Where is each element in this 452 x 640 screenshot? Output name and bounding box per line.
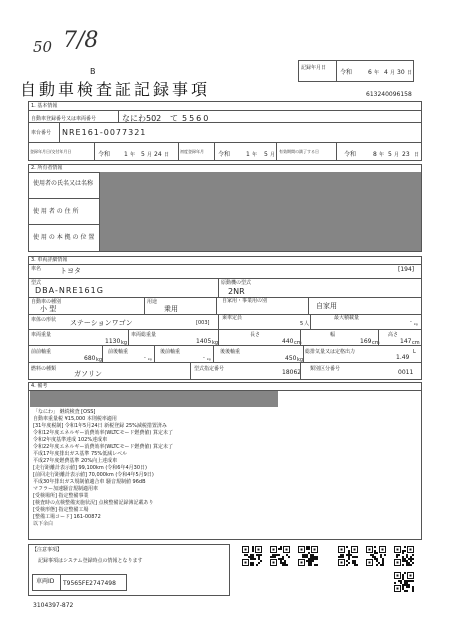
type-no: 18062 [282, 369, 302, 376]
remark-line: [前回走行距離計表示値] 70,000km (令和4年5月9日) [33, 472, 154, 478]
qr-code-5 [366, 546, 386, 566]
qr-code-2 [270, 546, 290, 566]
section1-heading: 1. 基本情報 [31, 103, 58, 109]
expiry-year: 8 [373, 151, 377, 158]
expiry-month: 5 [388, 151, 392, 158]
record-date-month: 4 [384, 69, 388, 76]
length-label: 長さ [250, 332, 261, 338]
front-axle-unit: kg [96, 357, 103, 363]
capacity: 5 [300, 321, 304, 327]
first-reg-label: 初度登録年月 [180, 149, 204, 154]
reg-date-label: 登録年月日/交付年月日 [30, 149, 72, 154]
class-no: 0011 [398, 369, 414, 376]
remark-line: マフラー加速騒音規制適用車 [33, 486, 99, 492]
rear-front-label: 後前軸重 [160, 349, 181, 355]
gvw-label: 車両総重量 [131, 332, 157, 338]
rear-axle: 450 [285, 355, 297, 362]
max-load: - [410, 319, 412, 325]
capacity-unit: 人 [304, 321, 310, 327]
owner-info-redaction [100, 172, 421, 251]
first-reg-month-unit: 月 [270, 152, 276, 158]
rear-axle-label: 後後軸重 [220, 349, 241, 355]
use-label: 用途 [147, 299, 158, 305]
expiry-day-unit: 日 [414, 152, 420, 158]
height: 147 [400, 338, 412, 345]
front-rear: - [144, 355, 146, 361]
plate-kana: て [170, 114, 178, 123]
base-location-label: 使 用 の 本 拠 の 位 置 [33, 234, 95, 241]
user-address-label: 使 用 者 の 住 所 [33, 208, 79, 215]
remark-line: 平成17年度排出ガス基準 75%低減レベル [33, 451, 128, 457]
remark-line: [整備工場コード] 161-00872 [33, 514, 101, 520]
private-label: 自家用・事業用の別 [222, 298, 268, 304]
body-label: 車体の形状 [31, 317, 57, 323]
model: DBA-NRE161G [35, 286, 104, 295]
engine: 2NR [228, 287, 245, 296]
remark-line: 以下余白 [33, 521, 54, 527]
record-date-month-unit: 月 [390, 70, 396, 76]
expiry-day: 23 [402, 151, 410, 158]
weight-label: 車両重量 [31, 332, 52, 338]
record-date-year-unit: 年 [374, 70, 380, 76]
first-reg-year: 1 [246, 151, 250, 158]
remarks-redaction [30, 391, 278, 407]
qr-code-6 [394, 546, 414, 566]
section3-heading: 3. 車両詳細情報 [31, 257, 68, 263]
fuel: ガソリン [74, 370, 102, 378]
remark-line: 令和2年度基準達成 102%達成車 [33, 437, 108, 443]
section2-heading: 2. 所有者情報 [31, 165, 63, 171]
body-code: [003] [196, 320, 210, 326]
width-label: 幅 [330, 332, 336, 338]
displacement-unit: L [413, 349, 416, 355]
kind: 小 型 [40, 305, 57, 313]
body: ステーションワゴン [70, 319, 133, 327]
remark-line: [受検場所] 指定整備事業 [33, 493, 89, 499]
doc-number: 613240096158 [366, 91, 412, 98]
document-title: 自動車検査証記録事項 [20, 80, 211, 99]
rear-axle-unit: kg [297, 357, 304, 363]
reg-date-month-unit: 月 [147, 152, 153, 158]
reg-date-day-unit: 日 [164, 152, 170, 158]
length: 440 [282, 338, 294, 345]
expiry-month-unit: 月 [394, 152, 400, 158]
remark-line: 自動車重量税 ¥15,000 本則税率適用 [33, 416, 117, 422]
rear-front: - [203, 355, 205, 361]
displacement: 1.49 [396, 354, 410, 361]
reg-date-day: 24 [154, 151, 162, 158]
plate-number: 5560 [182, 114, 211, 123]
reg-date-era: 令和 [98, 151, 111, 158]
width: 169 [360, 338, 372, 345]
maker-label: 車名 [31, 266, 42, 272]
model-label: 型式 [31, 280, 42, 286]
record-date-day: 30 [397, 69, 405, 76]
handwritten-page-number: 50 [33, 38, 53, 56]
section4-heading: 4. 備考 [31, 383, 48, 389]
maker-code: [194] [398, 266, 415, 273]
use: 乗用 [164, 305, 178, 313]
notice-heading: 【注意事項】 [32, 547, 63, 553]
remark-line: [受検形態] 指定整備工場 [33, 507, 89, 513]
plate-region: なにわ [122, 114, 146, 123]
record-date-year: 6 [368, 69, 372, 76]
remark-line: 平成27年度燃費基準 20%向上達成車 [33, 458, 118, 464]
record-date-label: 記録年月日 [301, 65, 327, 71]
expiry-era: 令和 [344, 151, 357, 158]
vin: NRE161-0077321 [62, 128, 147, 137]
record-date-day-unit: 日 [407, 70, 413, 76]
notice-text: 記録事項はシステム登録時点の情報となります [38, 558, 143, 564]
qr-code-4 [338, 546, 358, 566]
private: 自家用 [316, 302, 337, 310]
length-unit: cm [294, 340, 302, 346]
gvw-unit: kg [212, 340, 219, 346]
weight-unit: kg [121, 340, 128, 346]
handwritten-note: 7/8 [63, 28, 99, 53]
vehicle-id-label: 車両ID [36, 578, 55, 585]
footer-number: 3104397-872 [33, 602, 74, 609]
plate-label: 自動車登録番号又は車両番号 [31, 116, 97, 122]
expiry-year-unit: 年 [379, 152, 385, 158]
plate-class: 502 [146, 114, 162, 123]
displacement-label: 総排気量又は定格出力 [305, 349, 356, 355]
qr-code-1 [242, 546, 262, 566]
first-reg-month: 5 [264, 151, 268, 158]
qr-code-3 [298, 546, 318, 566]
max-load-label: 最大積載量 [334, 315, 360, 321]
engine-label: 原動機の型式 [221, 280, 252, 286]
height-unit: cm [412, 340, 420, 346]
reg-date-month: 5 [141, 151, 145, 158]
first-reg-year-unit: 年 [252, 152, 258, 158]
front-rear-unit: kg [148, 357, 152, 361]
class-no-label: 類別区分番号 [310, 366, 341, 372]
reg-date-year: 1 [124, 151, 128, 158]
capacity-label: 乗車定員 [222, 315, 243, 321]
vin-label: 車台番号 [31, 130, 52, 136]
remark-line: [検査時の点検整備実施状況] 点検整備記録簿記載あり [33, 500, 154, 506]
remark-line: 「なにわ」 継続検査 [OSS] [33, 409, 96, 415]
front-axle: 680 [84, 355, 96, 362]
remarks-lines [33, 410, 243, 529]
expiry-label: 有効期間の満了する日 [279, 149, 319, 154]
first-reg-era: 令和 [218, 151, 231, 158]
vehicle-id-value: T9565FE2747498 [63, 580, 116, 587]
fuel-label: 燃料の種類 [31, 366, 57, 372]
gvw: 1405 [196, 338, 212, 345]
weight: 1130 [105, 338, 121, 345]
user-name-label: 使用者の氏名又は名称 [33, 180, 94, 187]
maker: トヨタ [60, 267, 81, 275]
height-label: 高さ [388, 332, 399, 338]
remark-line: 平成30年排出ガス規制値適合車 騒音規制値 96dB [33, 479, 146, 485]
front-axle-label: 前前軸重 [31, 349, 52, 355]
width-unit: cm [372, 340, 380, 346]
remark-line: 令和22年度エネルギー消費効率(WLTCモード燃費値) 算定未了 [33, 444, 173, 450]
remark-line: 令和12年度エネルギー消費効率(WLTCモード燃費値) 算定未了 [33, 430, 173, 436]
b-mark: B [90, 67, 96, 76]
remark-line: [走行距離計表示値] 99,100km (令和6年4月30日) [33, 465, 147, 471]
remark-line: [31年度税制] 令和1年5月24日 新税登録 25%減税措置済み [33, 423, 167, 429]
qr-code-7 [394, 572, 414, 592]
record-date-era: 令和 [340, 69, 353, 76]
reg-date-year-unit: 年 [130, 152, 136, 158]
front-rear-label: 前後軸重 [108, 349, 129, 355]
type-no-label: 型式指定番号 [194, 366, 225, 372]
max-load-unit: kg [414, 322, 418, 326]
kind-label: 自動車の種別 [31, 299, 62, 305]
rear-front-unit: kg [207, 357, 211, 361]
